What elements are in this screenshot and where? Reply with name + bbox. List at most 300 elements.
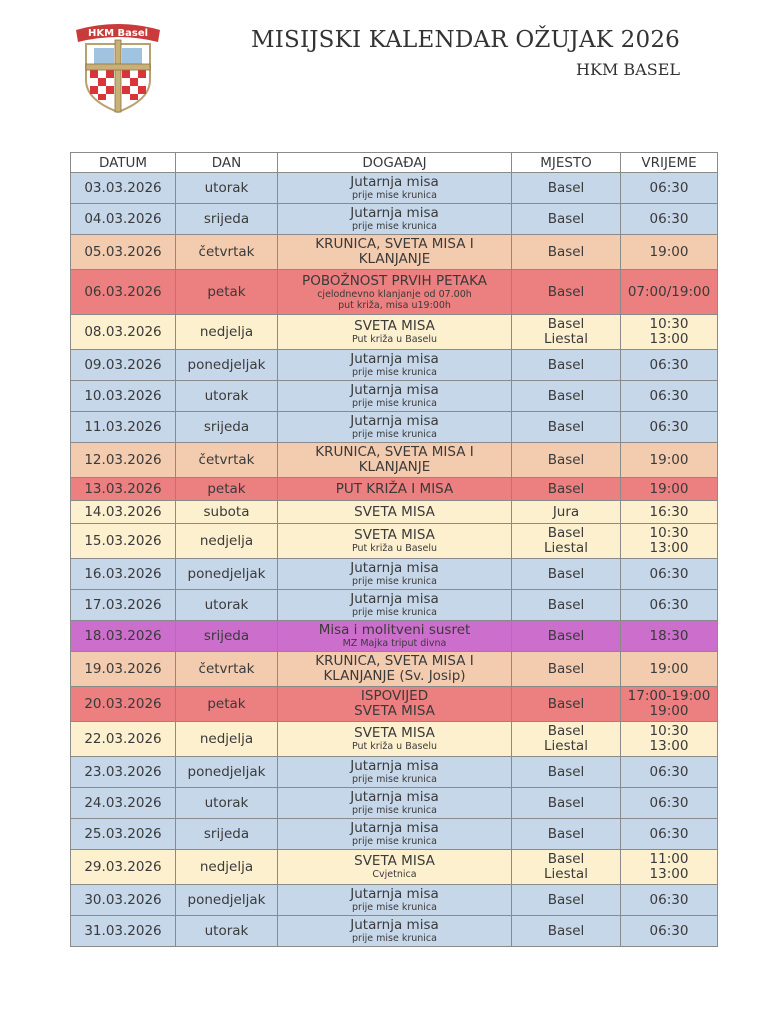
- event-cell: [278, 722, 512, 757]
- day-cell: [176, 916, 278, 947]
- place-cell: [512, 819, 621, 850]
- event-note: cjelodnevno klanjanje od 07.00h: [317, 288, 472, 300]
- time-text: 06:30: [649, 179, 689, 196]
- place-cell: [512, 478, 621, 501]
- table-row: [71, 621, 718, 652]
- event-cell: [278, 235, 512, 270]
- time-text: 19:00: [649, 243, 689, 260]
- time-cell: [621, 315, 718, 350]
- time-cell: [621, 885, 718, 916]
- time-cell: [621, 381, 718, 412]
- date-text: 24.03.2026: [84, 794, 162, 811]
- event-note: MZ Majka triput divna: [342, 638, 447, 649]
- event-cell: [278, 315, 512, 350]
- table-row: [71, 687, 718, 722]
- date-text: 12.03.2026: [84, 451, 162, 468]
- event-cell: [278, 501, 512, 524]
- event-note: prije mise krunica: [352, 367, 437, 378]
- day-text: nedjelja: [199, 532, 254, 549]
- place-text: Basel: [547, 627, 585, 644]
- time-text: 10:30: [649, 723, 689, 739]
- place-text: Basel: [547, 316, 585, 332]
- place-cell: [512, 235, 621, 270]
- event-note: prije mise krunica: [352, 221, 437, 232]
- event-title: KRUNICA, SVETA MISA I KLANJANJE: [315, 236, 474, 267]
- place-text: Basel: [547, 763, 585, 780]
- event-cell: [278, 412, 512, 443]
- event-note: prije mise krunica: [352, 398, 437, 409]
- time-text: 16:30: [649, 503, 689, 520]
- event-cell: [278, 652, 512, 687]
- page-subtitle: HKM BASEL: [576, 60, 680, 79]
- place-text: Basel: [547, 179, 585, 196]
- date-cell: [71, 524, 176, 559]
- table-row: [71, 524, 718, 559]
- time-text: 06:30: [649, 891, 689, 908]
- date-cell: [71, 916, 176, 947]
- date-cell: [71, 204, 176, 235]
- table-row: [71, 412, 718, 443]
- date-text: 09.03.2026: [84, 356, 162, 373]
- time-text: 19:00: [649, 480, 689, 497]
- date-cell: [71, 687, 176, 722]
- date-text: 29.03.2026: [84, 858, 162, 875]
- day-text: ponedjeljak: [187, 356, 266, 373]
- event-title: SVETA MISA: [354, 503, 435, 520]
- time-text: 10:30: [649, 316, 689, 332]
- event-title: Jutarnja misa: [350, 351, 439, 367]
- day-text: petak: [207, 480, 246, 497]
- day-cell: [176, 270, 278, 315]
- time-text: 06:30: [649, 763, 689, 780]
- date-cell: [71, 819, 176, 850]
- place-cell: [512, 885, 621, 916]
- day-cell: [176, 885, 278, 916]
- event-note-2: put križa, misa u19:00h: [338, 299, 451, 311]
- table-row: [71, 916, 718, 947]
- date-text: 05.03.2026: [84, 243, 162, 260]
- time-text: 06:30: [649, 794, 689, 811]
- place-text: Basel: [547, 243, 585, 260]
- column-header-date: DATUM: [71, 153, 176, 173]
- day-cell: [176, 524, 278, 559]
- event-note: prije mise krunica: [352, 933, 437, 944]
- date-cell: [71, 173, 176, 204]
- table-header-row: [71, 153, 718, 173]
- time-cell: [621, 524, 718, 559]
- event-note: prije mise krunica: [352, 429, 437, 440]
- event-title: PUT KRIŽA I MISA: [335, 480, 454, 497]
- time-cell: [621, 788, 718, 819]
- coat-of-arms-icon: [72, 18, 164, 114]
- event-note: Put križa u Baselu: [351, 543, 438, 554]
- event-title: Jutarnja misa: [350, 413, 439, 429]
- event-title: ISPOVIJED: [360, 688, 429, 704]
- day-cell: [176, 850, 278, 885]
- date-cell: [71, 443, 176, 478]
- event-cell: [278, 381, 512, 412]
- date-text: 20.03.2026: [84, 695, 162, 712]
- time-text-2: 19:00: [649, 703, 689, 719]
- day-text: srijeda: [203, 210, 250, 227]
- time-text: 06:30: [649, 418, 689, 435]
- date-text: 23.03.2026: [84, 763, 162, 780]
- day-cell: [176, 722, 278, 757]
- place-cell: [512, 524, 621, 559]
- event-cell: [278, 590, 512, 621]
- place-cell: [512, 173, 621, 204]
- place-text: Basel: [547, 922, 585, 939]
- event-note: prije mise krunica: [352, 774, 437, 785]
- date-cell: [71, 621, 176, 652]
- time-cell: [621, 722, 718, 757]
- event-title: Jutarnja misa: [350, 917, 439, 933]
- hkm-basel-logo: [72, 18, 164, 114]
- place-text: Basel: [547, 723, 585, 739]
- event-title: Jutarnja misa: [350, 174, 439, 190]
- event-cell: [278, 270, 512, 315]
- place-text: Basel: [547, 418, 585, 435]
- place-text: Basel: [547, 825, 585, 842]
- day-text: utorak: [204, 179, 249, 196]
- place-text: Basel: [547, 596, 585, 613]
- table-row: [71, 235, 718, 270]
- day-cell: [176, 315, 278, 350]
- date-cell: [71, 381, 176, 412]
- event-note: prije mise krunica: [352, 190, 437, 201]
- place-cell: [512, 315, 621, 350]
- day-cell: [176, 204, 278, 235]
- table-row: [71, 315, 718, 350]
- table-row: [71, 173, 718, 204]
- event-title: KRUNICA, SVETA MISA I KLANJANJE (Sv. Josip): [315, 653, 474, 684]
- event-title: Jutarnja misa: [350, 886, 439, 902]
- place-cell: [512, 501, 621, 524]
- place-cell: [512, 850, 621, 885]
- date-text: 22.03.2026: [84, 730, 162, 747]
- date-cell: [71, 885, 176, 916]
- place-cell: [512, 788, 621, 819]
- time-cell: [621, 819, 718, 850]
- place-cell: [512, 350, 621, 381]
- time-cell: [621, 590, 718, 621]
- place-text: Basel: [547, 451, 585, 468]
- event-cell: [278, 788, 512, 819]
- time-text: 06:30: [649, 596, 689, 613]
- day-cell: [176, 559, 278, 590]
- time-cell: [621, 850, 718, 885]
- place-text: Basel: [547, 525, 585, 541]
- event-title-2: SVETA MISA: [354, 703, 435, 719]
- day-text: nedjelja: [199, 858, 254, 875]
- table-row: [71, 204, 718, 235]
- table-row: [71, 559, 718, 590]
- date-text: 11.03.2026: [84, 418, 162, 435]
- event-title: Jutarnja misa: [350, 820, 439, 836]
- place-text: Basel: [547, 480, 585, 497]
- event-note: prije mise krunica: [352, 805, 437, 816]
- time-text: 06:30: [649, 356, 689, 373]
- day-text: četvrtak: [198, 243, 255, 260]
- day-text: četvrtak: [198, 660, 255, 677]
- time-cell: [621, 687, 718, 722]
- event-title: Jutarnja misa: [350, 789, 439, 805]
- event-cell: [278, 687, 512, 722]
- day-cell: [176, 652, 278, 687]
- table-row: [71, 501, 718, 524]
- date-cell: [71, 501, 176, 524]
- event-title: Misa i molitveni susret: [318, 622, 471, 638]
- place-cell: [512, 757, 621, 788]
- place-text: Basel: [547, 283, 585, 300]
- date-cell: [71, 559, 176, 590]
- day-cell: [176, 687, 278, 722]
- place-text: Basel: [547, 210, 585, 227]
- table-row: [71, 350, 718, 381]
- place-cell: [512, 590, 621, 621]
- date-cell: [71, 590, 176, 621]
- time-text: 19:00: [649, 660, 689, 677]
- time-cell: [621, 412, 718, 443]
- time-text-2: 13:00: [649, 540, 689, 556]
- table-row: [71, 381, 718, 412]
- event-note: Cvjetnica: [372, 869, 417, 880]
- place-cell: [512, 412, 621, 443]
- table-row: [71, 757, 718, 788]
- event-title: Jutarnja misa: [350, 560, 439, 576]
- place-cell: [512, 443, 621, 478]
- time-cell: [621, 559, 718, 590]
- day-cell: [176, 173, 278, 204]
- place-cell: [512, 652, 621, 687]
- time-text: 06:30: [649, 387, 689, 404]
- date-text: 04.03.2026: [84, 210, 162, 227]
- event-cell: [278, 916, 512, 947]
- day-cell: [176, 757, 278, 788]
- day-text: srijeda: [203, 825, 250, 842]
- column-header-event: DOGAĐAJ: [278, 153, 512, 173]
- time-text: 07:00/19:00: [627, 283, 711, 300]
- event-cell: [278, 478, 512, 501]
- event-cell: [278, 173, 512, 204]
- place-text: Basel: [547, 387, 585, 404]
- date-text: 19.03.2026: [84, 660, 162, 677]
- day-cell: [176, 235, 278, 270]
- place-text-2: Liestal: [544, 540, 588, 556]
- column-header-day: DAN: [176, 153, 278, 173]
- place-cell: [512, 722, 621, 757]
- day-cell: [176, 412, 278, 443]
- place-text: Basel: [547, 695, 585, 712]
- time-text: 19:00: [649, 451, 689, 468]
- page-title: MISIJSKI KALENDAR OŽUJAK 2026: [250, 27, 680, 53]
- date-text: 14.03.2026: [84, 503, 162, 520]
- event-cell: [278, 850, 512, 885]
- date-text: 06.03.2026: [84, 283, 162, 300]
- date-cell: [71, 722, 176, 757]
- date-cell: [71, 350, 176, 381]
- table-row: [71, 590, 718, 621]
- table-row: [71, 788, 718, 819]
- event-note: prije mise krunica: [352, 576, 437, 587]
- event-title: Jutarnja misa: [350, 382, 439, 398]
- day-text: utorak: [204, 922, 249, 939]
- day-text: utorak: [204, 794, 249, 811]
- place-cell: [512, 204, 621, 235]
- event-note: Put križa u Baselu: [351, 741, 438, 752]
- date-text: 13.03.2026: [84, 480, 162, 497]
- event-title: Jutarnja misa: [350, 205, 439, 221]
- event-title: Jutarnja misa: [350, 591, 439, 607]
- time-text: 06:30: [649, 210, 689, 227]
- time-cell: [621, 270, 718, 315]
- time-cell: [621, 235, 718, 270]
- time-cell: [621, 350, 718, 381]
- date-text: 18.03.2026: [84, 627, 162, 644]
- day-text: četvrtak: [198, 451, 255, 468]
- time-text: 06:30: [649, 922, 689, 939]
- time-cell: [621, 173, 718, 204]
- place-cell: [512, 687, 621, 722]
- table-row: [71, 652, 718, 687]
- event-title: POBOŽNOST PRVIH PETAKA: [302, 272, 487, 289]
- place-cell: [512, 916, 621, 947]
- table-row: [71, 885, 718, 916]
- time-cell: [621, 916, 718, 947]
- date-text: 03.03.2026: [84, 179, 162, 196]
- event-cell: [278, 559, 512, 590]
- calendar-table: [70, 152, 718, 947]
- time-cell: [621, 443, 718, 478]
- time-cell: [621, 621, 718, 652]
- table-row: [71, 819, 718, 850]
- time-text: 18:30: [649, 627, 689, 644]
- event-title: KRUNICA, SVETA MISA I KLANJANJE: [315, 444, 474, 475]
- place-text-2: Liestal: [544, 331, 588, 347]
- place-text: Basel: [547, 660, 585, 677]
- time-text: 06:30: [649, 565, 689, 582]
- date-text: 08.03.2026: [84, 323, 162, 340]
- day-text: utorak: [204, 596, 249, 613]
- date-cell: [71, 235, 176, 270]
- day-cell: [176, 350, 278, 381]
- day-text: subota: [203, 503, 250, 520]
- time-cell: [621, 757, 718, 788]
- place-cell: [512, 270, 621, 315]
- table-row: [71, 478, 718, 501]
- event-title: Jutarnja misa: [350, 758, 439, 774]
- day-text: ponedjeljak: [187, 891, 266, 908]
- date-cell: [71, 315, 176, 350]
- date-text: 16.03.2026: [84, 565, 162, 582]
- place-text: Jura: [552, 503, 580, 520]
- event-note: prije mise krunica: [352, 836, 437, 847]
- event-cell: [278, 443, 512, 478]
- date-cell: [71, 850, 176, 885]
- table-row: [71, 443, 718, 478]
- date-cell: [71, 788, 176, 819]
- column-header-place: MJESTO: [512, 153, 621, 173]
- day-cell: [176, 621, 278, 652]
- date-text: 30.03.2026: [84, 891, 162, 908]
- place-text: Basel: [547, 565, 585, 582]
- event-title: SVETA MISA: [354, 318, 435, 334]
- date-text: 15.03.2026: [84, 532, 162, 549]
- time-cell: [621, 501, 718, 524]
- place-cell: [512, 559, 621, 590]
- time-text: 10:30: [649, 525, 689, 541]
- day-text: utorak: [204, 387, 249, 404]
- table-row: [71, 850, 718, 885]
- day-cell: [176, 788, 278, 819]
- date-cell: [71, 652, 176, 687]
- place-text: Basel: [547, 356, 585, 373]
- date-cell: [71, 412, 176, 443]
- event-cell: [278, 819, 512, 850]
- place-text: Basel: [547, 851, 585, 867]
- day-text: petak: [207, 283, 246, 300]
- date-text: 31.03.2026: [84, 922, 162, 939]
- time-text-2: 13:00: [649, 866, 689, 882]
- time-text-2: 13:00: [649, 738, 689, 754]
- event-cell: [278, 350, 512, 381]
- svg-text:HKM Basel: HKM Basel: [87, 28, 149, 39]
- event-note: prije mise krunica: [352, 902, 437, 913]
- date-cell: [71, 757, 176, 788]
- event-cell: [278, 885, 512, 916]
- time-text: 17:00-19:00: [627, 688, 711, 704]
- place-text-2: Liestal: [544, 866, 588, 882]
- day-cell: [176, 590, 278, 621]
- date-text: 25.03.2026: [84, 825, 162, 842]
- column-header-time: VRIJEME: [621, 153, 718, 173]
- day-cell: [176, 501, 278, 524]
- date-text: 17.03.2026: [84, 596, 162, 613]
- day-cell: [176, 819, 278, 850]
- time-text: 11:00: [649, 851, 689, 867]
- place-text: Basel: [547, 794, 585, 811]
- date-cell: [71, 270, 176, 315]
- day-text: petak: [207, 695, 246, 712]
- day-text: nedjelja: [199, 323, 254, 340]
- day-cell: [176, 478, 278, 501]
- day-text: srijeda: [203, 418, 250, 435]
- date-text: 10.03.2026: [84, 387, 162, 404]
- event-title: SVETA MISA: [354, 853, 435, 869]
- time-cell: [621, 204, 718, 235]
- event-cell: [278, 757, 512, 788]
- time-cell: [621, 478, 718, 501]
- place-cell: [512, 621, 621, 652]
- time-text: 06:30: [649, 825, 689, 842]
- event-cell: [278, 204, 512, 235]
- date-cell: [71, 478, 176, 501]
- table-row: [71, 270, 718, 315]
- day-text: ponedjeljak: [187, 763, 266, 780]
- event-title: SVETA MISA: [354, 527, 435, 543]
- time-cell: [621, 652, 718, 687]
- event-title: SVETA MISA: [354, 725, 435, 741]
- day-cell: [176, 443, 278, 478]
- day-text: nedjelja: [199, 730, 254, 747]
- day-text: srijeda: [203, 627, 250, 644]
- place-text-2: Liestal: [544, 738, 588, 754]
- day-text: ponedjeljak: [187, 565, 266, 582]
- event-note: Put križa u Baselu: [351, 334, 438, 345]
- event-cell: [278, 524, 512, 559]
- event-cell: [278, 621, 512, 652]
- event-note: prije mise krunica: [352, 607, 437, 618]
